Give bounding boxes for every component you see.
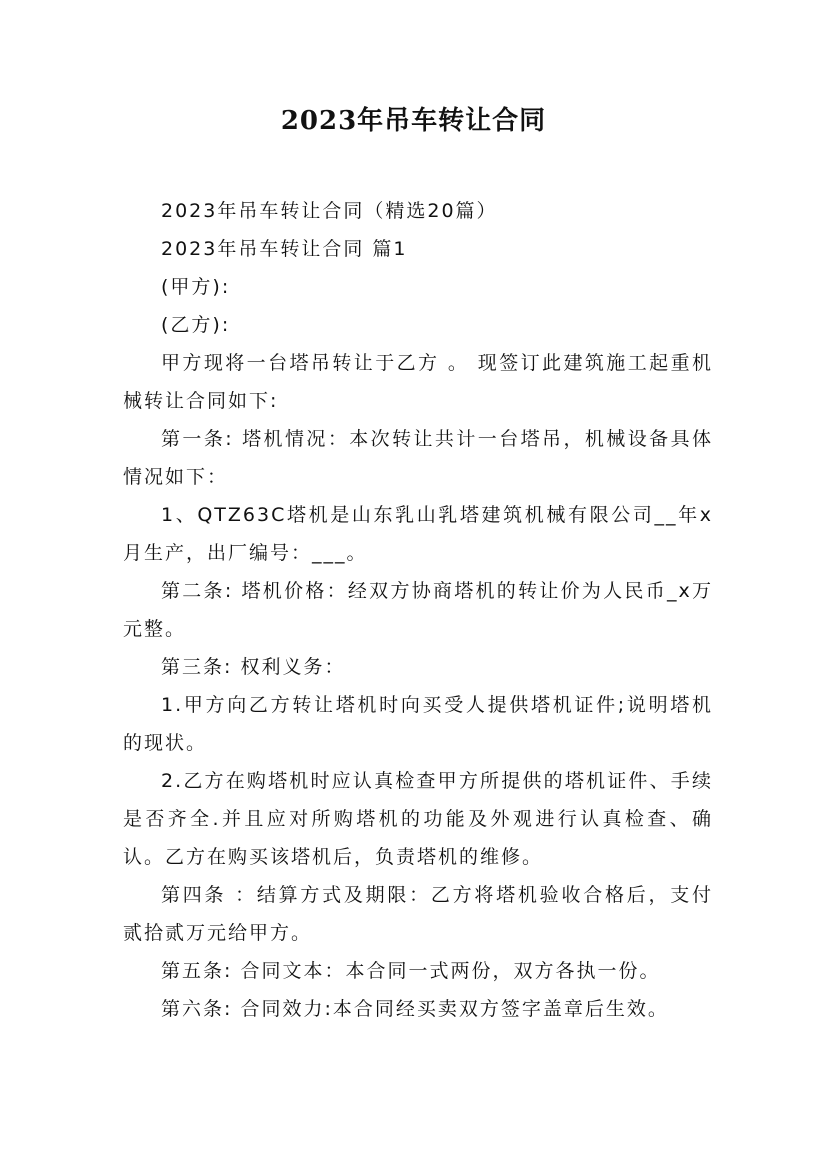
document-body [123, 192, 713, 1028]
paragraph-intro: 甲方现将一台塔吊转让于乙方 。 现签订此建筑施工起重机械转让合同如下: [123, 352, 713, 412]
document-title: 2023年吊车转让合同 [280, 106, 547, 136]
paragraph-article-2: 第二条: 塔机价格：经双方协商塔机的转让价为人民币_x万元整。 [123, 580, 713, 640]
paragraph-article-6: 第六条: 合同效力:本合同经买卖双方签字盖章后生效。 [161, 998, 669, 1020]
paragraph-article-3: 第三条: 权利义务： [161, 656, 346, 678]
paragraph-party-a: (甲方): [161, 276, 231, 298]
paragraph-party-b: (乙方): [161, 314, 231, 336]
paragraph-article-1-item-1: 1、QTZ63C塔机是山东乳山乳塔建筑机械有限公司__年x月生产，出厂编号：___。 [123, 504, 713, 564]
paragraph-article-1: 第一条: 塔机情况：本次转让共计一台塔吊，机械设备具体情况如下： [123, 428, 713, 488]
paragraph-article-5: 第五条: 合同文本：本合同一式两份，双方各执一份。 [161, 960, 661, 982]
paragraph-article-4: 第四条 ：结算方式及期限：乙方将塔机验收合格后，支付贰拾贰万元给甲方。 [123, 884, 713, 944]
paragraph-article-3-item-2: 2.乙方在购塔机时应认真检查甲方所提供的塔机证件、手续是否齐全.并且应对所购塔机的功能及外观进行认真检查、确认。乙方在购买该塔机后，负责塔机的维修。 [123, 770, 713, 868]
paragraph-heading: 2023年吊车转让合同（精选20篇） [161, 200, 498, 222]
paragraph-article-3-item-1: 1.甲方向乙方转让塔机时向买受人提供塔机证件;说明塔机的现状。 [123, 694, 713, 754]
paragraph-section-title: 2023年吊车转让合同 篇1 [161, 238, 408, 260]
